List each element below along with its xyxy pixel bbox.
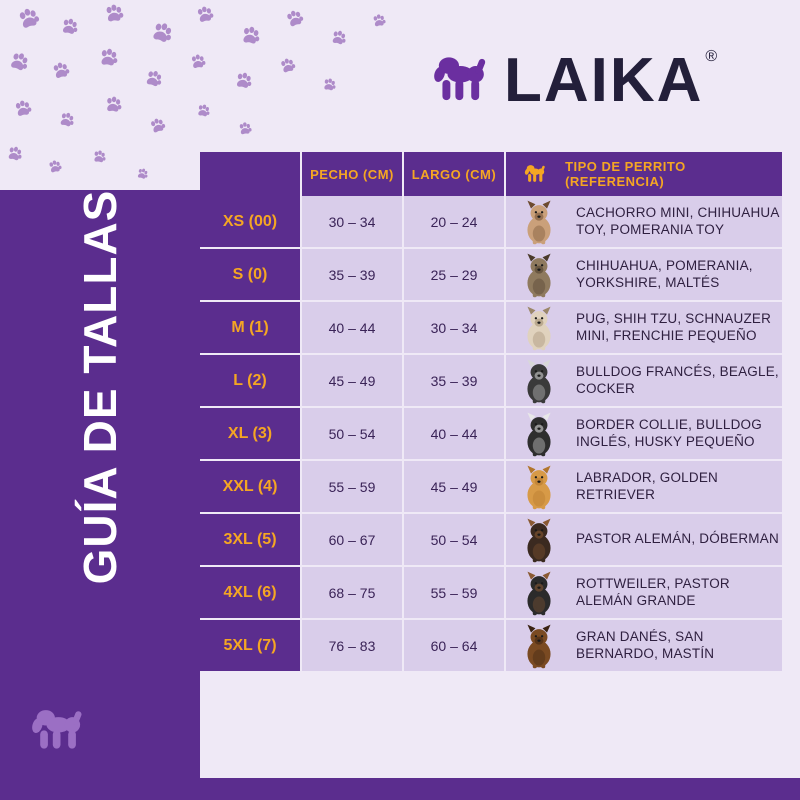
table-row [200,514,782,567]
breed-list: LABRADOR, GOLDEN RETRIEVER [576,470,718,502]
breed-list: CACHORRO MINI, CHIHUAHUA TOY, POMERANIA TOY [576,205,779,237]
table-row [200,355,782,408]
table-row [200,567,782,620]
table-row [200,461,782,514]
balloon-dog-icon [520,160,549,188]
dog-image [512,516,566,564]
paw-print-icon [283,8,307,34]
cell-size: 3XL (5) [200,514,302,567]
paw-print-icon [47,159,64,177]
cell-length: 50 – 54 [404,514,506,567]
shihtzu-photo [512,304,566,352]
paw-print-icon [103,3,125,29]
frenchbulldog-photo [512,357,566,405]
table-row [200,302,782,355]
cell-chest: 40 – 44 [302,302,404,355]
rottweiler-photo [512,569,566,617]
registered-mark: ® [705,48,718,65]
cell-size: S (0) [200,249,302,302]
cell-length: 55 – 59 [404,567,506,620]
table-body [200,196,782,673]
cell-type [506,408,782,461]
cell-length: 60 – 64 [404,620,506,673]
paw-print-icon [58,17,79,41]
yorkshire-photo [512,251,566,299]
cell-chest: 35 – 39 [302,249,404,302]
header-type [506,152,782,196]
cell-length: 30 – 34 [404,302,506,355]
paw-print-icon [50,60,72,84]
breed-list: BULLDOG FRANCÉS, BEAGLE, COCKER [576,364,779,396]
paw-print-icon [134,167,149,183]
breed-list: ROTTWEILER, PASTOR ALEMÁN GRANDE [576,576,730,608]
cell-size: M (1) [200,302,302,355]
paw-print-icon [97,47,119,73]
doberman-photo [512,516,566,564]
dog-image [512,304,566,352]
cell-length: 25 – 29 [404,249,506,302]
dog-image [512,198,566,246]
table-row [200,196,782,249]
cell-type [506,567,782,620]
breed-list: PASTOR ALEMÁN, DÓBERMAN [576,531,779,547]
cell-type [506,514,782,567]
brand-name: LAIKA [504,45,704,115]
dog-image [512,251,566,299]
mastiff-photo [512,622,566,670]
chihuahua-photo [512,198,566,246]
paw-print-icon [232,71,253,95]
side-band [0,190,200,800]
cell-size: L (2) [200,355,302,408]
table-row [200,620,782,673]
cell-type [506,620,782,673]
paw-print-icon [278,56,298,79]
paw-print-icon [141,68,164,93]
paw-print-icon [4,145,24,168]
dog-image [512,569,566,617]
cell-chest: 45 – 49 [302,355,404,408]
cell-type [506,196,782,249]
cell-type [506,355,782,408]
balloon-dog-icon [22,694,92,764]
cell-type [506,249,782,302]
breed-list: PUG, SHIH TZU, SCHNAUZER MINI, FRENCHIE PEQUEÑO [576,311,772,343]
table-header-row [200,152,782,196]
paw-print-icon [4,49,31,78]
paw-print-icon [194,5,215,29]
paw-print-icon [189,53,207,75]
header-type-label: TIPO DE PERRITO (REFERENCIA) [565,159,686,189]
header-size [200,152,302,196]
paw-print-icon [328,29,348,52]
cell-length: 35 – 39 [404,355,506,408]
cell-chest: 68 – 75 [302,567,404,620]
cell-size: XS (00) [200,196,302,249]
balloon-dog-icon [420,44,498,116]
cell-size: XL (3) [200,408,302,461]
paw-print-icon [195,103,212,121]
paw-print-icon [12,99,33,123]
paw-print-icon [237,121,253,138]
cell-type [506,302,782,355]
breed-list: CHIHUAHUA, POMERANIA, YORKSHIRE, MALTÉS [576,258,753,290]
paw-print-icon [238,25,261,52]
paw-print-icon [147,19,176,51]
paw-print-icon [371,13,387,31]
cell-length: 40 – 44 [404,408,506,461]
brand-logo [420,40,717,120]
side-title: GUÍA DE TALLAS [74,189,126,585]
dog-image [512,357,566,405]
bordercollie-photo [512,410,566,458]
cell-size: 4XL (6) [200,567,302,620]
cell-length: 45 – 49 [404,461,506,514]
paw-print-icon [148,116,169,140]
dog-image [512,463,566,511]
breed-list: BORDER COLLIE, BULLDOG INGLÉS, HUSKY PEQUEÑO [576,417,762,449]
header-length: LARGO (CM) [404,152,506,196]
cell-chest: 55 – 59 [302,461,404,514]
dog-image [512,410,566,458]
cell-size: 5XL (7) [200,620,302,673]
table-row [200,408,782,461]
table-row [200,249,782,302]
dog-image [512,622,566,670]
header-chest: PECHO (CM) [302,152,404,196]
cell-chest: 30 – 34 [302,196,404,249]
bottom-band [0,778,800,800]
cell-chest: 50 – 54 [302,408,404,461]
size-table [200,152,782,673]
goldenretriever-photo [512,463,566,511]
cell-length: 20 – 24 [404,196,506,249]
cell-chest: 76 – 83 [302,620,404,673]
breed-list: GRAN DANÉS, SAN BERNARDO, MASTÍN [576,629,715,661]
cell-type [506,461,782,514]
paw-print-icon [15,6,43,37]
cell-chest: 60 – 67 [302,514,404,567]
paw-print-icon [321,77,337,95]
cell-size: XXL (4) [200,461,302,514]
